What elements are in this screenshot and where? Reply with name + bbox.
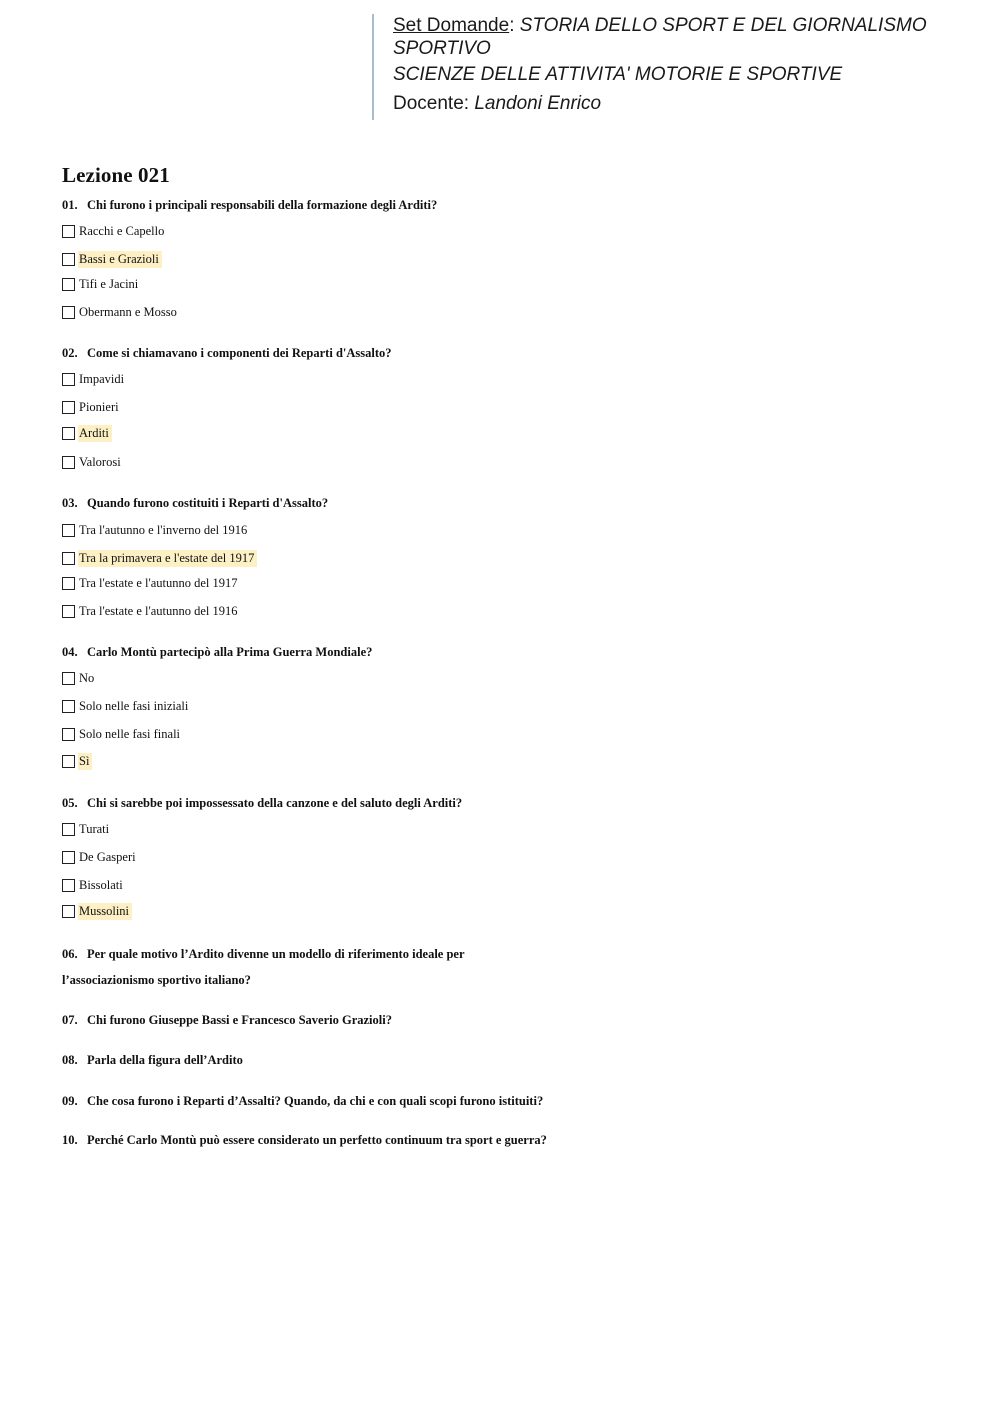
answer-option[interactable] (62, 670, 97, 686)
option-label: Tra l'estate e l'autunno del 1916 (79, 603, 238, 618)
checkbox[interactable] (62, 524, 75, 537)
answer-option-highlighted[interactable] (62, 251, 162, 267)
option-label: Arditi (78, 425, 112, 442)
teacher-line (393, 92, 972, 115)
question-number: 10. (62, 1133, 78, 1147)
checkbox[interactable] (62, 728, 75, 741)
answer-option-highlighted[interactable] (62, 753, 92, 769)
course-title-part-1: STORIA DELLO SPORT E DEL GIORNALISMO (519, 15, 927, 36)
answer-option[interactable] (62, 603, 241, 619)
checkbox[interactable] (62, 253, 75, 266)
question-number: 04. (62, 645, 78, 659)
option-label: Pionieri (79, 399, 119, 414)
open-question-title (62, 947, 465, 962)
open-question-title (62, 1133, 547, 1148)
answer-option[interactable] (62, 223, 167, 239)
question-title (62, 796, 462, 811)
answer-option-highlighted[interactable] (62, 425, 112, 441)
answer-option[interactable] (62, 276, 141, 292)
set-label: Set Domande (393, 15, 510, 36)
question-number: 06. (62, 947, 78, 961)
question-text: Parla della figura dell’Ardito (87, 1053, 243, 1067)
question-title (62, 645, 372, 660)
checkbox[interactable] (62, 851, 75, 864)
answer-option[interactable] (62, 304, 180, 320)
option-label: Mussolini (78, 903, 132, 920)
question-title (62, 346, 392, 361)
checkbox[interactable] (62, 755, 75, 768)
question-text: Per quale motivo l’Ardito divenne un modello di riferimento ideale per (87, 947, 465, 961)
checkbox[interactable] (62, 373, 75, 386)
checkbox[interactable] (62, 306, 75, 319)
option-label: Sì (78, 753, 92, 770)
checkbox[interactable] (62, 552, 75, 565)
option-label: Solo nelle fasi iniziali (79, 698, 189, 713)
checkbox[interactable] (62, 823, 75, 836)
lesson-title: Lezione 021 (62, 163, 170, 187)
option-label: De Gasperi (79, 849, 136, 864)
answer-option[interactable] (62, 849, 139, 865)
question-number: 08. (62, 1053, 78, 1067)
open-question-title (62, 1013, 392, 1028)
option-label: No (79, 670, 95, 685)
option-label: Obermann e Mosso (79, 304, 177, 319)
option-label: Tifi e Jacini (79, 276, 139, 291)
set-separator: : (509, 15, 515, 36)
question-text: Carlo Montù partecipò alla Prima Guerra Mondiale? (87, 645, 373, 659)
option-label: Racchi e Capello (79, 223, 165, 238)
question-number: 03. (62, 496, 78, 510)
option-label: Tra la primavera e l'estate del 1917 (78, 550, 257, 567)
checkbox[interactable] (62, 605, 75, 618)
question-text: Quando furono costituiti i Reparti d'Assalto? (87, 496, 329, 510)
answer-option[interactable] (62, 877, 126, 893)
checkbox[interactable] (62, 672, 75, 685)
teacher-label: Docente: (393, 93, 470, 114)
option-label: Tra l'estate e l'autunno del 1917 (79, 575, 238, 590)
question-number: 07. (62, 1013, 78, 1027)
checkbox[interactable] (62, 905, 75, 918)
answer-option[interactable] (62, 698, 191, 714)
checkbox[interactable] (62, 225, 75, 238)
option-label: Impavidi (79, 371, 125, 386)
course-title-part-2: SPORTIVO (393, 38, 491, 59)
question-title (62, 496, 328, 511)
answer-option[interactable] (62, 821, 112, 837)
open-question-continuation: l’associazionismo sportivo italiano? (62, 973, 251, 987)
option-label: Turati (79, 821, 110, 836)
set-line (393, 14, 972, 37)
answer-option-highlighted[interactable] (62, 550, 257, 566)
document-header (372, 14, 972, 120)
open-question-title (62, 1053, 243, 1068)
question-number: 05. (62, 796, 78, 810)
checkbox[interactable] (62, 577, 75, 590)
checkbox[interactable] (62, 401, 75, 414)
open-question-title (62, 1094, 543, 1109)
option-label: Bissolati (79, 877, 123, 892)
question-text: Perché Carlo Montù può essere considerato un perfetto continuum tra sport e guerra? (87, 1133, 547, 1147)
question-text: Chi furono i principali responsabili della formazione degli Arditi? (87, 198, 438, 212)
option-label: Tra l'autunno e l'inverno del 1916 (79, 522, 248, 537)
question-number: 01. (62, 198, 78, 212)
checkbox[interactable] (62, 700, 75, 713)
answer-option[interactable] (62, 371, 127, 387)
answer-option-highlighted[interactable] (62, 903, 132, 919)
question-title (62, 198, 437, 213)
option-label: Solo nelle fasi finali (79, 726, 181, 741)
answer-option[interactable] (62, 454, 124, 470)
checkbox[interactable] (62, 278, 75, 291)
question-text: Chi si sarebbe poi impossessato della canzone e del saluto degli Arditi? (87, 796, 463, 810)
answer-option[interactable] (62, 522, 250, 538)
question-text: Come si chiamavano i componenti dei Reparti d'Assalto? (87, 346, 392, 360)
answer-option[interactable] (62, 399, 122, 415)
question-text: Che cosa furono i Reparti d’Assalti? Quando, da chi e con quali scopi furono istituiti? (87, 1094, 544, 1108)
question-text: Chi furono Giuseppe Bassi e Francesco Saverio Grazioli? (87, 1013, 392, 1027)
teacher-name: Landoni Enrico (474, 93, 602, 114)
checkbox[interactable] (62, 427, 75, 440)
degree-name: SCIENZE DELLE ATTIVITA' MOTORIE E SPORTIVE (393, 64, 843, 85)
question-number: 09. (62, 1094, 78, 1108)
answer-option[interactable] (62, 726, 183, 742)
checkbox[interactable] (62, 456, 75, 469)
option-label: Bassi e Grazioli (78, 251, 162, 268)
checkbox[interactable] (62, 879, 75, 892)
option-label: Valorosi (79, 454, 121, 469)
question-number: 02. (62, 346, 78, 360)
answer-option[interactable] (62, 575, 241, 591)
